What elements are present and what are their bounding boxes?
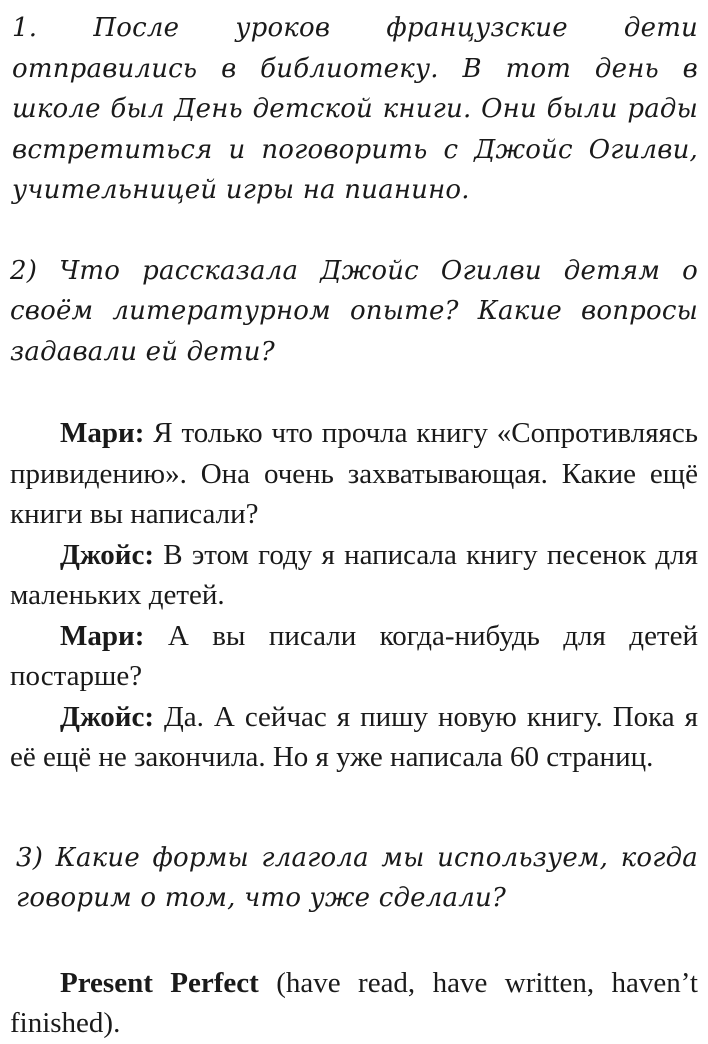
line-text: Я только что прочла книгу «Сопротивляясь привидению». Она очень захватывающая. Какие ещё книги вы написали? <box>10 417 698 530</box>
textbook-page <box>10 8 698 1044</box>
dialogue-line <box>10 616 698 697</box>
grammar-term: Present Perfect <box>60 966 259 999</box>
dialogue-line <box>10 535 698 616</box>
speaker-name: Мари: <box>60 619 145 652</box>
dialogue-line <box>10 697 698 778</box>
dialogue <box>10 413 698 778</box>
grammar-answer <box>10 963 698 1044</box>
speaker-name: Мари: <box>60 417 145 449</box>
question-2: 2) Что рассказала Джойс Огилви детям о своём литературном опыте? Какие вопросы задавали ей дети? <box>10 255 698 367</box>
line-text: В этом году я написала книгу песенок для маленьких детей. <box>10 538 698 611</box>
question-3: 3) Какие формы глагола мы используем, когда говорим о том, что уже сделали? <box>16 842 698 913</box>
intro-paragraph: 1. После уроков французские дети отправились в библиотеку. В тот день в школе был День детской книги. Они были рады встретиться и поговорить с Джойс Огилви, учительницей игры на пианино. <box>12 13 698 205</box>
grammar-examples: (have read, have written, haven’t finished). <box>10 966 698 1039</box>
line-text: Да. А сейчас я пишу новую книгу. Пока я её ещё не закончила. Но я уже написала 60 страниц. <box>10 700 698 773</box>
line-text: А вы писали когда-нибудь для детей постарше? <box>10 619 698 692</box>
answer-line <box>10 963 698 1044</box>
speaker-name: Джойс: <box>60 538 154 571</box>
dialogue-line <box>10 413 698 535</box>
speaker-name: Джойс: <box>60 700 154 733</box>
